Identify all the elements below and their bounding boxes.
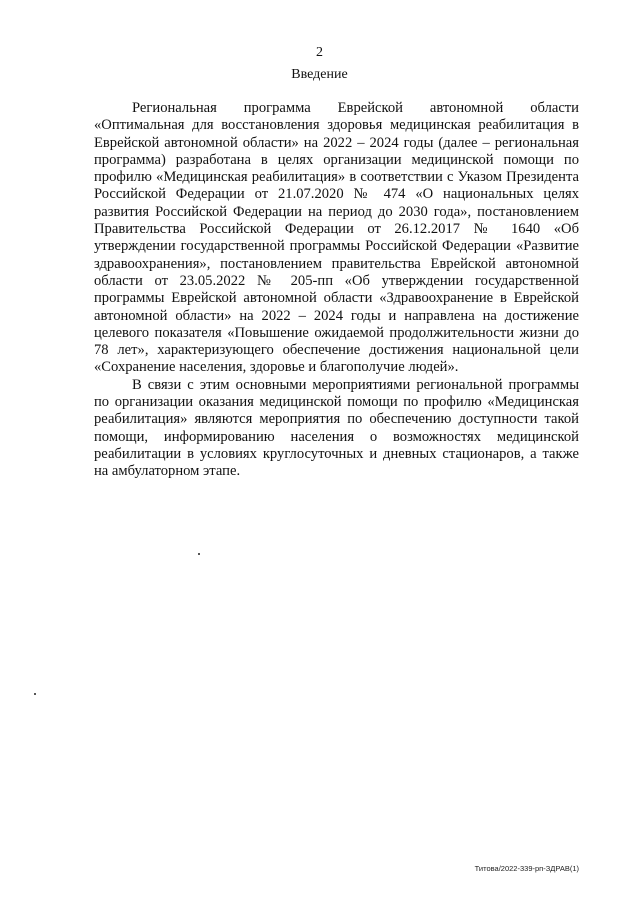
scan-speck xyxy=(34,693,36,695)
document-code: Титова/2022-339-рп-ЗДРАВ(1) xyxy=(474,864,579,873)
paragraph-2: В связи с этим основными мероприятиями региональной программы по организации оказания медицинской помощи по профилю «Медицинская реабилитация» являются мероприятия по обеспечению доступности такой помощи, информированию населения о возможностях медицинской реабилитации в условиях круглосуточных и дневных стационаров, а также на амбулаторном этапе. xyxy=(94,376,579,480)
section-heading: Введение xyxy=(291,67,348,82)
body-text xyxy=(94,100,579,481)
page-number: 2 xyxy=(316,45,323,60)
scan-speck xyxy=(198,553,200,555)
paragraph-1: Региональная программа Еврейской автономной области «Оптимальная для восстановления здоровья медицинская реабилитация в Еврейской автономной области» на 2022 – 2024 годы (далее – региональная программа) разработана в целях организации медицинской помощи по профилю «Медицинская реабилитация» в соответствии с Указом Президента Российской Федерации от 21.07.2020 № 474 «О национальных целях развития Российской Федерации на период до 2030 года», постановлением Правительства Российской Федерации от 26.12.2017 № 1640 «Об утверждении государственной программы Российской Федерации «Развитие здравоохранения», постановлением правительства Еврейской автономной области от 23.05.2022 № 205-пп «Об утверждении государственной программы Еврейской автономной области «Здравоохранение в Еврейской автономной области» на 2022 – 2024 годы и направлена на достижение целевого показателя «Повышение ожидаемой продолжительности жизни до 78 лет», характеризующего обеспечение достижения национальной цели «Сохранение населения, здоровье и благополучие людей». xyxy=(94,100,579,376)
